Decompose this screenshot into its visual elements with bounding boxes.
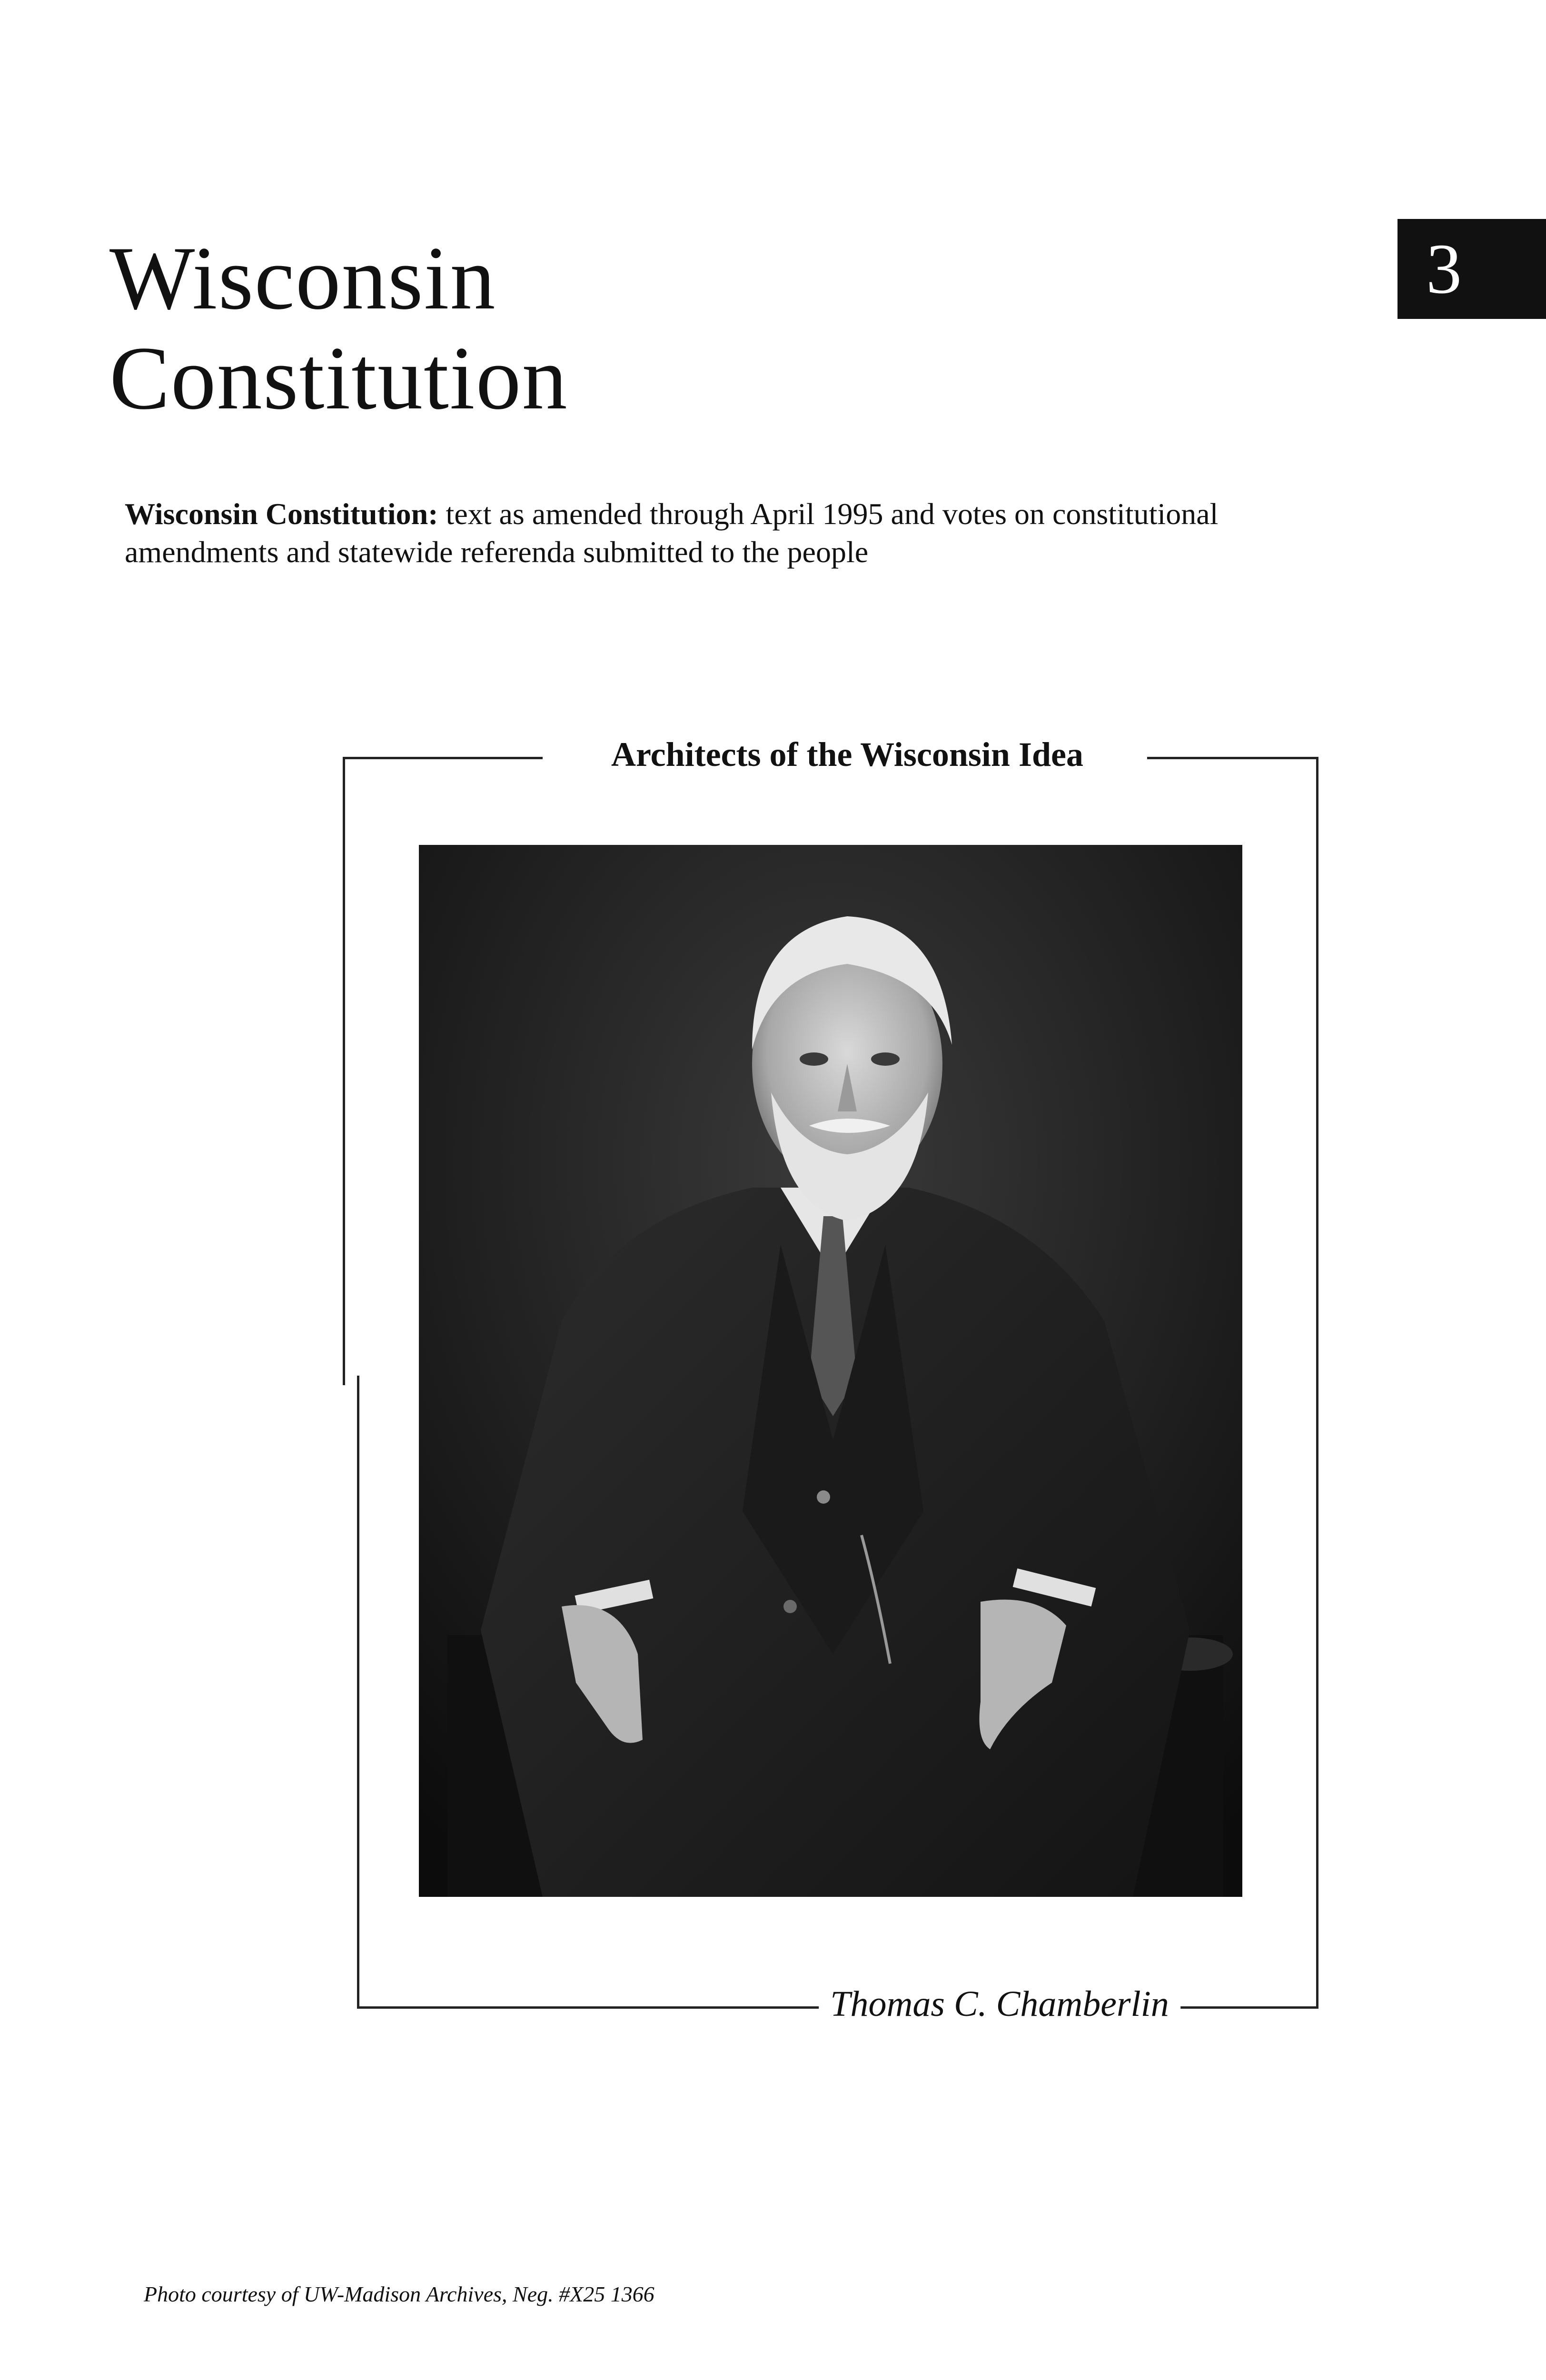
intro-text: text as amended through April 1995 and votes on constitutional amendments and statewide referenda submitted to the people [125, 497, 1219, 569]
frame-border-top-left [343, 757, 543, 759]
intro-label: Wisconsin Constitution: [125, 497, 438, 531]
photo-credit-lead: Photo courtesy [144, 2282, 281, 2306]
page-title-line-2: Constitution [109, 328, 568, 428]
page-title-line-1: Wisconsin [109, 228, 496, 328]
portrait-illustration [419, 845, 1242, 1897]
frame-border-left [343, 757, 345, 1385]
photo-credit [144, 2280, 654, 2309]
page-title [109, 228, 568, 428]
intro-paragraph [125, 495, 1315, 571]
frame-border-top-right [1147, 757, 1318, 759]
chapter-tab [1397, 219, 1546, 319]
frame-border-right [1316, 757, 1318, 2009]
frame-border-left-lower [357, 1376, 359, 2009]
frame-heading: Architects of the Wisconsin Idea [611, 735, 1083, 774]
chapter-number: 3 [1426, 229, 1462, 308]
photo-credit-source: of UW-Madison Archives, Neg. #X25 1366 [281, 2282, 654, 2306]
portrait-photo [419, 845, 1242, 1897]
portrait-caption-text: Thomas C. Chamberlin [819, 1978, 1180, 2030]
